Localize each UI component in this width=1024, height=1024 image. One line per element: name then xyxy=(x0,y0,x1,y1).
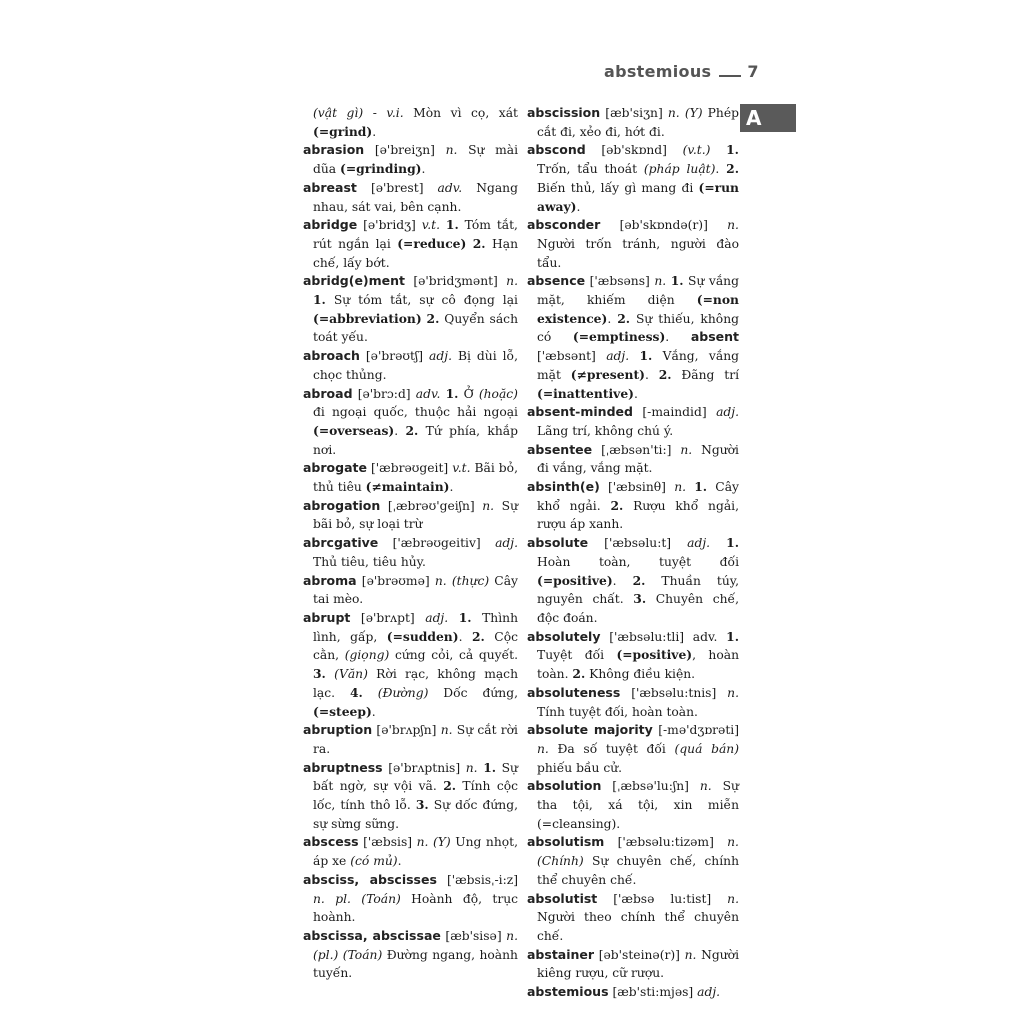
dictionary-entry xyxy=(527,777,739,833)
letter-thumb-tab: A xyxy=(740,104,796,132)
headword: abscission xyxy=(527,105,601,120)
entry-definition: [ə'brʌpt] adj. 1. Thình lình, gấp, (=sudden). 2. Cộc cằn, (giọng) cứng cỏi, cả quyết. 3. (Văn) Rời rạc, không mạch lạc. 4. (Đường) Dốc đứng, (=steep). xyxy=(313,609,519,719)
entry-definition: [ˌæbrəʊ'geiʃn] n. Sự bãi bỏ, sự loại trừ xyxy=(313,498,518,532)
dictionary-entry xyxy=(303,272,518,347)
entry-definition: [ˌæbsə'lu:ʃn] n. Sự tha tội, xá tội, xin miễn (=cleansing). xyxy=(537,779,739,831)
entry-definition: ['æbsəns] n. 1. Sự vắng mặt, khiếm diện (=non existence). 2. Sự thiếu, không có (=emptiness). absent ['æbsənt] adj. 1. Vắng, vắng mặt (≠present). 2. Đãng trí (=inattentive). xyxy=(537,273,740,401)
dictionary-entry xyxy=(303,141,518,178)
dictionary-entry xyxy=(527,534,739,628)
headword: absolutism xyxy=(527,834,605,850)
headword: abrasion xyxy=(303,142,365,158)
page-header xyxy=(604,62,759,81)
dictionary-entry xyxy=(527,104,739,141)
headword: abrupt xyxy=(303,609,351,625)
headword: abrogate xyxy=(303,460,367,476)
entry-definition: [-mə'dʒɒrəti] n. Đa số tuyệt đối (quá bán) phiếu bầu cử. xyxy=(537,723,739,775)
entry-definition: ['æbsəlu:tli] adv. 1. Tuyệt đối (=positive), hoàn toàn. 2. Không điều kiện. xyxy=(537,628,739,682)
dictionary-entry xyxy=(303,347,518,384)
entry-definition: [ə'brəʊmə] n. (thực) Cây tai mèo. xyxy=(313,573,518,607)
entry-definition: ['æbsəlu:tizəm] n. (Chính) Sự chuyên chế, chính thể chuyên chế. xyxy=(537,835,739,887)
dictionary-entry xyxy=(527,441,739,478)
headword: abstainer xyxy=(527,946,595,962)
headword: abruptness xyxy=(303,759,383,775)
entry-definition: [æb'sti:mjəs] adj. xyxy=(612,985,721,1000)
dictionary-entry xyxy=(527,721,739,777)
entry-definition: [ə'brɔ:d] adv. 1. Ở (hoặc) đi ngoại quốc, thuộc hải ngoại (=overseas). 2. Tứ phía, khắp nơi. xyxy=(313,385,518,457)
headword: absolute majority xyxy=(527,722,653,738)
dictionary-entry xyxy=(303,927,518,983)
dictionary-entry xyxy=(527,890,739,946)
headword: absence xyxy=(527,273,586,289)
headword: abroach xyxy=(303,348,360,364)
dictionary-entry xyxy=(303,459,518,496)
headword: absolute xyxy=(527,535,589,551)
headword: abscond xyxy=(527,142,586,158)
dictionary-entry xyxy=(303,104,518,141)
headword: absinth(e) xyxy=(527,479,600,495)
headword: absent-minded xyxy=(527,404,633,420)
dictionary-entry xyxy=(303,534,518,571)
entry-definition: ['æbsisˌ-i:z] n. pl. (Toán) Hoành độ, trục hoành. xyxy=(313,872,519,925)
dictionary-entry xyxy=(527,141,739,216)
entry-definition: [ə'breiʒn] n. Sự mài dũa (=grinding). xyxy=(313,143,519,177)
headword: absciss, abscisses xyxy=(303,871,437,887)
dictionary-entry xyxy=(303,572,518,609)
entry-definition: [ə'brʌpʃn] n. Sự cắt rời ra. xyxy=(313,723,518,756)
dictionary-entry xyxy=(527,946,739,983)
entry-definition: [ə'bridʒ] v.t. 1. Tóm tắt, rút ngắn lại (=reduce) 2. Hạn chế, lấy bớt. xyxy=(313,217,518,270)
entry-definition: ['æbsə lu:tist] n. Người theo chính thể chuyên chế. xyxy=(537,891,739,943)
headword: abridg(e)ment xyxy=(303,273,406,289)
entry-definition: (vật gì) - v.i. Mòn vì cọ, xát (=grind). xyxy=(313,106,518,139)
entry-definition: [æb'siʒn] n. (Y) Phép cắt đi, xẻo đi, hớt đi. xyxy=(537,106,739,139)
dictionary-entry xyxy=(527,684,739,721)
headword: abstemious xyxy=(527,984,609,1000)
left-column xyxy=(303,104,518,983)
dictionary-entry xyxy=(527,478,739,534)
dictionary-entry xyxy=(527,833,739,889)
headword: abroad xyxy=(303,385,353,401)
headword: abroma xyxy=(303,572,357,588)
headword: absconder xyxy=(527,217,601,233)
entry-definition: ['æbsəlu:t] adj. 1. Hoàn toàn, tuyệt đối (=positive). 2. Thuần túy, nguyên chất. 3. Chuyên chế, độc đoán. xyxy=(537,535,739,625)
dictionary-entry xyxy=(303,385,518,460)
dictionary-entry xyxy=(303,497,518,534)
dictionary-entry xyxy=(527,403,739,440)
entry-definition: [əb'skɒndə(r)] n. Người trốn tránh, người đào tẩu. xyxy=(537,218,739,270)
entry-definition: [ə'brʌptnis] n. 1. Sự bất ngờ, sự vội vã. 2. Tính cộc lốc, tính thô lỗ. 3. Sự dốc đứng, sự sừng sững. xyxy=(313,759,518,831)
entry-definition: ['æbsis] n. (Y) Ung nhọt, áp xe (có mủ). xyxy=(313,835,518,869)
headword: absentee xyxy=(527,441,593,457)
dictionary-entry xyxy=(303,179,518,216)
right-column xyxy=(527,104,739,1002)
entry-definition: [ə'bridʒmənt] n. 1. Sự tóm tắt, sự cô đọng lại (=abbreviation) 2. Quyển sách toát yếu. xyxy=(313,274,518,345)
headword: absolutist xyxy=(527,890,598,906)
guide-word: abstemious xyxy=(604,62,712,81)
headword: abscess xyxy=(303,834,359,850)
entry-definition: ['æbrəʊgeitiv] adj. Thủ tiêu, tiêu hủy. xyxy=(313,536,518,569)
dictionary-entry xyxy=(303,721,518,758)
headword: absolutely xyxy=(527,628,601,644)
dictionary-entry xyxy=(303,759,518,834)
entry-definition: [əb'skɒnd] (v.t.) 1. Trốn, tẩu thoát (pháp luật). 2. Biến thủ, lấy gì mang đi (=run away). xyxy=(537,142,739,214)
headword: abruption xyxy=(303,722,373,738)
headword: absolution xyxy=(527,778,602,794)
dictionary-entry xyxy=(527,983,739,1002)
headword: abrogation xyxy=(303,497,381,513)
dictionary-entry xyxy=(527,216,739,272)
entry-definition: [əb'steinə(r)] n. Người kiêng rượu, cữ rượu. xyxy=(537,947,739,981)
entry-definition: ['æbrəʊgeit] v.t. Bãi bỏ, thủ tiêu (≠maintain). xyxy=(313,461,518,495)
entry-definition: [-maindid] adj. Lãng trí, không chú ý. xyxy=(537,405,739,438)
headword: abridge xyxy=(303,217,358,233)
entry-definition: [æb'sisə] n. (pl.) (Toán) Đường ngang, hoành tuyến. xyxy=(313,928,518,981)
headword: absoluteness xyxy=(527,684,621,700)
dictionary-entry xyxy=(303,833,518,870)
header-rule xyxy=(719,75,741,77)
entry-definition: ['æbsinθ] n. 1. Cây khổ ngải. 2. Rượu khổ ngải, rượu áp xanh. xyxy=(537,479,739,532)
page-number: 7 xyxy=(747,62,759,81)
entry-definition: [ˌæbsən'ti:] n. Người đi vắng, vắng mặt. xyxy=(537,442,739,476)
dictionary-entry xyxy=(303,871,518,927)
headword: abreast xyxy=(303,179,357,195)
dictionary-entry xyxy=(303,216,518,272)
dictionary-entry xyxy=(527,272,739,403)
dictionary-entry xyxy=(527,628,739,684)
entry-definition: ['æbsəlu:tnis] n. Tính tuyệt đối, hoàn toàn. xyxy=(537,685,739,719)
dictionary-entry xyxy=(303,609,518,721)
headword: abscissa, abscissae xyxy=(303,927,441,943)
headword: abrcgative xyxy=(303,535,379,551)
entry-definition: [ə'brəʊtʃ] adj. Bị dùi lỗ, chọc thủng. xyxy=(313,349,518,382)
entry-definition: [ə'brest] adv. Ngang nhau, sát vai, bên cạnh. xyxy=(313,180,518,214)
